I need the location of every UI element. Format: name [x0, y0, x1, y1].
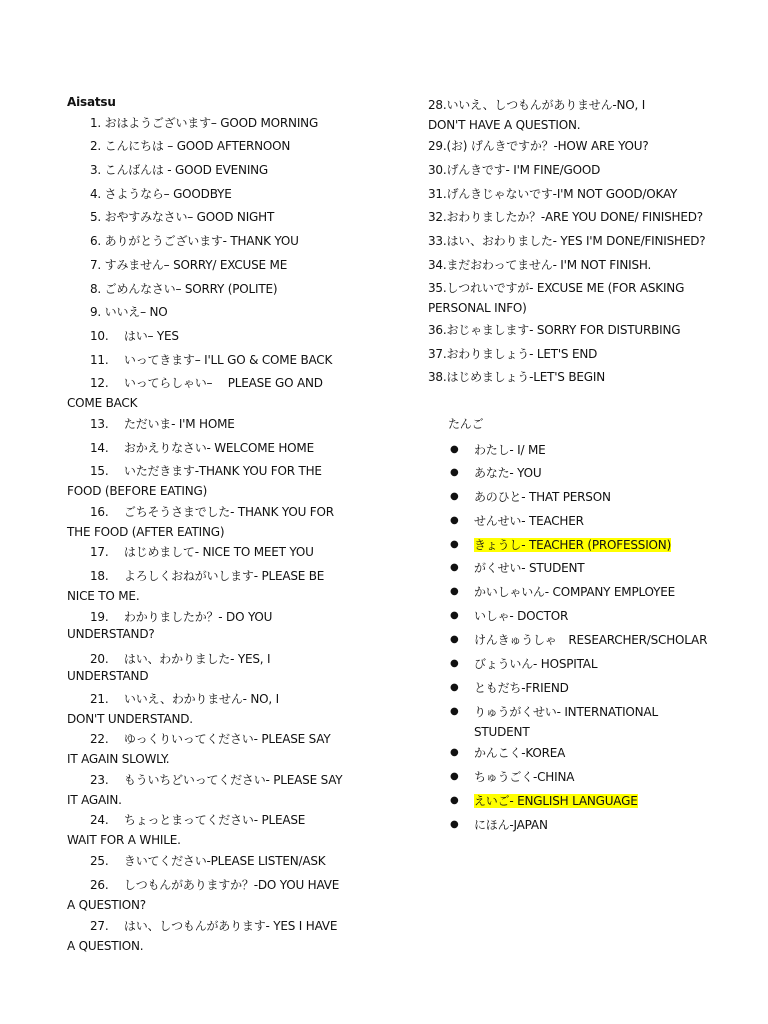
aisatsu-entry — [90, 851, 325, 871]
entry-line: 18. よろしくおねがいします- PLEASE BE — [90, 569, 325, 583]
entry-line: 21. いいえ、わかりません- NO, I — [90, 692, 279, 706]
vocab-line: せんせい- TEACHER — [474, 514, 584, 528]
aisatsu-entry — [90, 326, 179, 346]
bullet-icon: ● — [450, 634, 459, 645]
vocab-line: がくせい- STUDENT — [474, 561, 585, 575]
entry-line: IT AGAIN SLOWLY. — [67, 752, 170, 766]
vocab-line-highlighted: えいご- ENGLISH LANGUAGE — [474, 794, 638, 808]
entry-line: 12. いってらしゃい– PLEASE GO AND — [90, 376, 323, 390]
bullet-icon: ● — [450, 819, 459, 830]
aisatsu-entry — [67, 502, 334, 542]
entry-line: UNDERSTAND — [67, 669, 149, 683]
bullet-icon: ● — [450, 706, 459, 717]
entry-line: A QUESTION. — [67, 939, 144, 953]
vocab-item — [450, 654, 714, 674]
aisatsu-entry — [67, 649, 271, 683]
entry-line: 3. こんばんは - GOOD EVENING — [90, 163, 269, 177]
bullet-icon: ● — [450, 515, 459, 526]
entry-line: 28.いいえ、しつもんがありません-NO, I — [428, 98, 646, 112]
aisatsu-entry — [90, 279, 277, 299]
vocab-line: にほん-JAPAN — [474, 818, 548, 832]
aisatsu-entry — [67, 373, 323, 413]
vocab-item — [450, 582, 714, 602]
vocab-item — [450, 743, 714, 763]
entry-line: 6. ありがとうございます- THANK YOU — [90, 234, 299, 248]
entry-line: 34.まだおわってません- I'M NOT FINISH. — [428, 258, 652, 272]
vocab-item — [450, 440, 714, 460]
entry-line: 11. いってきます– I'LL GO & COME BACK — [90, 353, 333, 367]
bullet-icon: ● — [450, 491, 459, 502]
aisatsu-entry — [90, 231, 299, 251]
aisatsu-entry — [428, 184, 677, 204]
bullet-icon: ● — [450, 747, 459, 758]
vocab-item — [450, 606, 714, 626]
vocab-line-highlighted: きょうし- TEACHER (PROFESSION) — [474, 538, 672, 552]
vocab-item — [450, 487, 714, 507]
aisatsu-entry — [428, 207, 703, 227]
entry-line: 25. きいてください-PLEASE LISTEN/ASK — [90, 854, 326, 868]
aisatsu-entry — [67, 689, 279, 729]
bullet-icon: ● — [450, 467, 459, 478]
aisatsu-entry — [67, 810, 306, 850]
entry-line: 16. ごちそうさまでした- THANK YOU FOR — [90, 505, 334, 519]
vocab-item — [450, 767, 714, 787]
aisatsu-entry — [90, 438, 314, 458]
vocab-line: ともだち-FRIEND — [474, 681, 569, 695]
aisatsu-entry — [90, 255, 287, 275]
entry-line: UNDERSTAND? — [67, 627, 155, 641]
bullet-icon: ● — [450, 682, 459, 693]
aisatsu-entry — [428, 344, 597, 364]
entry-line: PERSONAL INFO) — [428, 301, 527, 315]
entry-line: 4. さようなら– GOODBYE — [90, 187, 232, 201]
entry-line: 22. ゆっくりいってください- PLEASE SAY — [90, 732, 331, 746]
vocab-line: ちゅうごく-CHINA — [474, 770, 575, 784]
aisatsu-entry — [428, 160, 600, 180]
entry-line: FOOD (BEFORE EATING) — [67, 484, 208, 498]
entry-line: 30.げんきです- I'M FINE/GOOD — [428, 163, 601, 177]
entry-line: 14. おかえりなさい- WELCOME HOME — [90, 441, 314, 455]
vocab-line: STUDENT — [474, 725, 530, 739]
aisatsu-entry — [67, 461, 322, 501]
aisatsu-entry — [428, 320, 680, 340]
bullet-icon: ● — [450, 586, 459, 597]
entry-line: 19. わかりましたか？- DO YOU — [90, 610, 273, 624]
aisatsu-entry — [90, 350, 332, 370]
entry-line: IT AGAIN. — [67, 793, 122, 807]
aisatsu-heading: Aisatsu — [67, 95, 116, 109]
vocab-item — [450, 558, 714, 578]
entry-line: WAIT FOR A WHILE. — [67, 833, 181, 847]
entry-line: 24. ちょっとまってください- PLEASE — [90, 813, 306, 827]
entry-line: 29.(お) げんきですか？-HOW ARE YOU? — [428, 139, 649, 153]
vocab-item-highlighted — [450, 535, 714, 555]
aisatsu-entry — [67, 770, 343, 810]
vocab-item — [450, 511, 714, 531]
entry-line: DON'T HAVE A QUESTION. — [428, 118, 581, 132]
bullet-icon: ● — [450, 658, 459, 669]
vocab-item — [450, 630, 714, 650]
aisatsu-entry — [90, 136, 290, 156]
entry-line: 5. おやすみなさい– GOOD NIGHT — [90, 210, 275, 224]
aisatsu-entry — [90, 414, 235, 434]
aisatsu-entry — [90, 207, 274, 227]
entry-line: 27. はい、しつもんがあります- YES I HAVE — [90, 919, 338, 933]
aisatsu-entry — [428, 255, 651, 275]
entry-line: 31.げんきじゃないです-I'M NOT GOOD/OKAY — [428, 187, 678, 201]
entry-line: 38.はじめましょう-LET'S BEGIN — [428, 370, 605, 384]
bullet-icon: ● — [450, 562, 459, 573]
entry-line: 37.おわりましょう- LET'S END — [428, 347, 598, 361]
entry-line: THE FOOD (AFTER EATING) — [67, 525, 225, 539]
vocab-item — [450, 815, 714, 835]
aisatsu-entry — [90, 542, 314, 562]
vocab-line: けんきゅうしゃ RESEARCHER/SCHOLAR — [474, 633, 708, 647]
entry-line: 15. いただきます-THANK YOU FOR THE — [90, 464, 322, 478]
bullet-icon: ● — [450, 444, 459, 455]
aisatsu-entry — [90, 113, 318, 133]
entry-line: 10. はい– YES — [90, 329, 179, 343]
aisatsu-entry — [67, 916, 338, 956]
entry-line: DON'T UNDERSTAND. — [67, 712, 193, 726]
aisatsu-entry — [67, 875, 340, 915]
entry-line: 20. はい、わかりました- YES, I — [90, 652, 271, 666]
aisatsu-entry — [90, 160, 268, 180]
vocab-item — [450, 463, 714, 483]
aisatsu-entry — [90, 184, 232, 204]
aisatsu-entry — [428, 278, 684, 318]
entry-line: NICE TO ME. — [67, 589, 140, 603]
aisatsu-entry — [67, 566, 325, 606]
vocab-line: あのひと- THAT PERSON — [474, 490, 611, 504]
entry-line: 23. もういちどいってください- PLEASE SAY — [90, 773, 343, 787]
aisatsu-entry — [67, 607, 273, 641]
vocab-item — [450, 702, 714, 742]
entry-line: 33.はい、おわりました- YES I'M DONE/FINISHED? — [428, 234, 706, 248]
entry-line: 36.おじゃまします- SORRY FOR DISTURBING — [428, 323, 681, 337]
vocab-line: あなた- YOU — [474, 466, 542, 480]
entry-line: COME BACK — [67, 396, 138, 410]
aisatsu-entry — [428, 231, 705, 251]
bullet-icon: ● — [450, 795, 459, 806]
entry-line: 8. ごめんなさい– SORRY (POLITE) — [90, 282, 278, 296]
vocab-item-highlighted — [450, 791, 714, 811]
vocab-line: りゅうがくせい- INTERNATIONAL — [474, 705, 658, 719]
entry-line: 32.おわりましたか？-ARE YOU DONE/ FINISHED? — [428, 210, 703, 224]
entry-line: A QUESTION? — [67, 898, 146, 912]
vocab-item — [450, 678, 714, 698]
entry-line: 1. おはようございます– GOOD MORNING — [90, 116, 319, 130]
tango-heading: たんご — [448, 417, 484, 431]
bullet-icon: ● — [450, 610, 459, 621]
bullet-icon: ● — [450, 771, 459, 782]
entry-line: 9. いいえ– NO — [90, 305, 168, 319]
entry-line: 17. はじめまして- NICE TO MEET YOU — [90, 545, 314, 559]
aisatsu-entry — [428, 95, 645, 135]
aisatsu-entry — [428, 136, 649, 156]
aisatsu-entry — [90, 302, 168, 322]
vocab-line: かんこく-KOREA — [474, 746, 566, 760]
entry-line: 26. しつもんがありますか？-DO YOU HAVE — [90, 878, 340, 892]
vocab-line: いしゃ- DOCTOR — [474, 609, 569, 623]
vocab-line: かいしゃいん- COMPANY EMPLOYEE — [474, 585, 676, 599]
vocab-line: びょういん- HOSPITAL — [474, 657, 598, 671]
entry-line: 35.しつれいですが- EXCUSE ME (FOR ASKING — [428, 281, 685, 295]
vocab-line: わたし- I/ ME — [474, 443, 546, 457]
entry-line: 2. こんにちは – GOOD AFTERNOON — [90, 139, 291, 153]
bullet-icon: ● — [450, 539, 459, 550]
entry-line: 13. ただいま- I'M HOME — [90, 417, 235, 431]
aisatsu-entry — [428, 367, 605, 387]
entry-line: 7. すみません– SORRY/ EXCUSE ME — [90, 258, 288, 272]
aisatsu-entry — [67, 729, 331, 769]
